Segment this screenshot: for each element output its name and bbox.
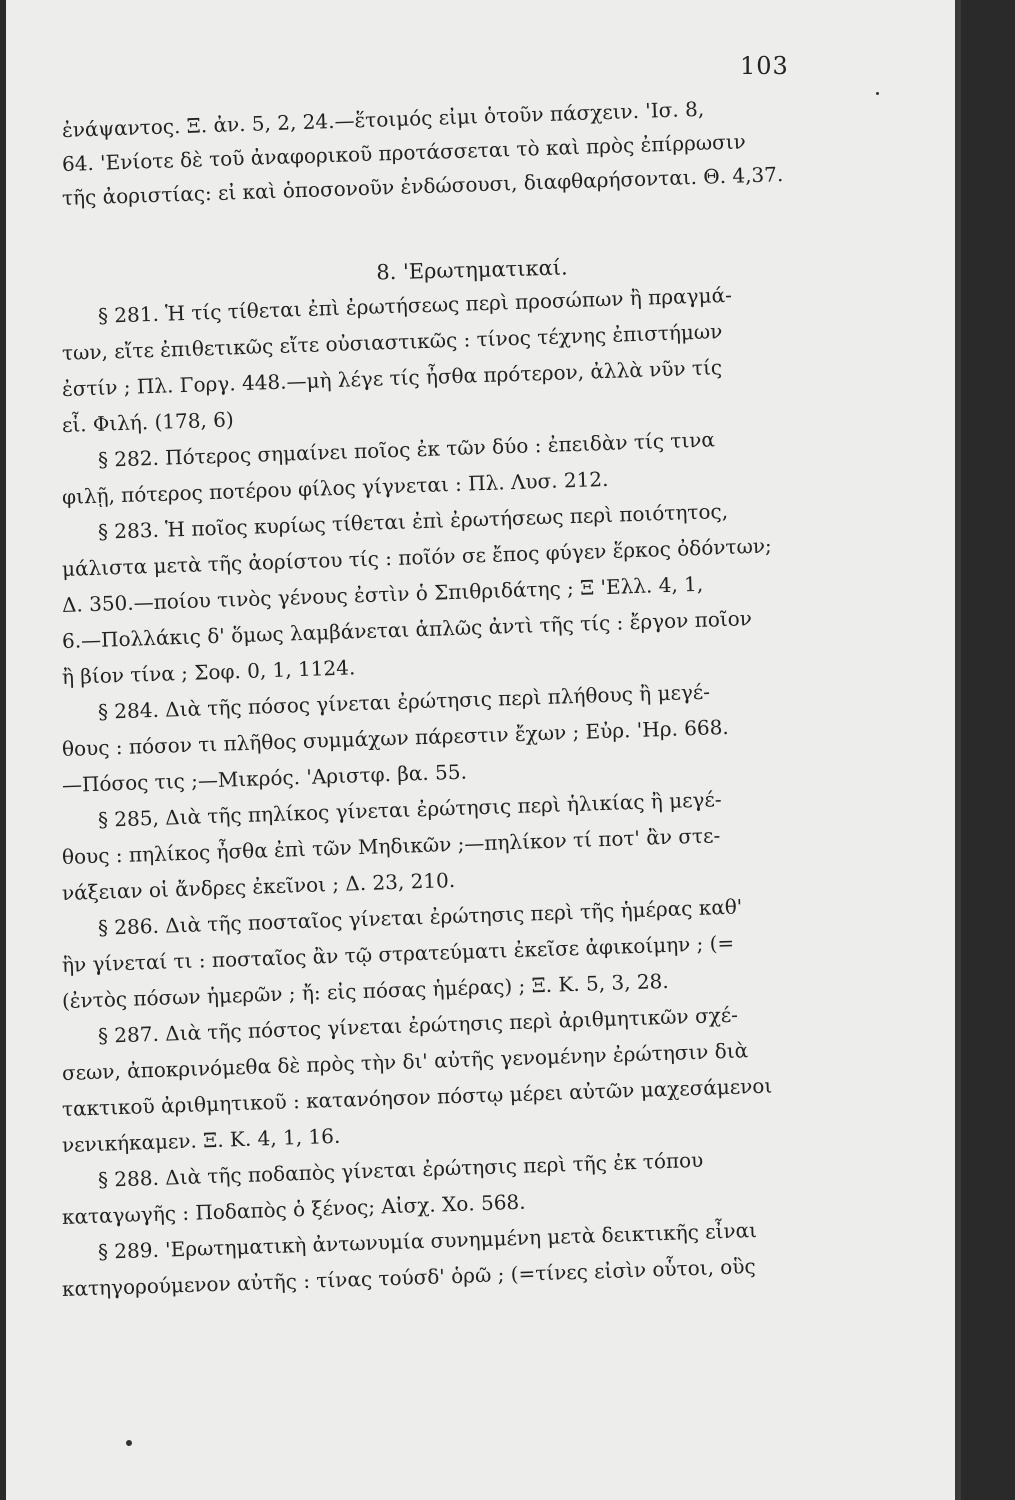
text-line: μάλιστα μετὰ τῆς ἀορίστου τίς : ποῖόν σε ἔπος φύγεν ἕρκος ὀδόντων; [61,533,773,581]
text-line: 6.—Πολλάκις δ' ὅμως λαμβάνεται ἁπλῶς ἀντὶ τῆς τίς : ἔργον ποῖον [61,606,753,653]
text-line: § 282. Πότερος σημαίνει ποῖος ἐκ τῶν δύο : ἐπειδὰν τίς τινα [97,427,716,472]
text-line: φιλῇ, πότερος ποτέρου φίλος γίγνεται : Πλ. Λυσ. 212. [61,466,609,509]
text-line: τακτικοῦ ἀριθμητικοῦ : κατανόησον πόστῳ μέρει αὐτῶν μαχεσάμενοι [61,1073,773,1121]
text-line: § 286. Διὰ τῆς ποσταῖος γίνεται ἐρώτησις περὶ τῆς ἡμέρας καθ' [97,894,743,940]
text-line: § 281. Ἡ τίς τίθεται ἐπὶ ἐρωτήσεως περὶ προσώπων ἢ πραγμά- [97,282,733,328]
section-heading: 8. 'Ερωτηματικαί. [376,255,568,285]
text-line: § 287. Διὰ τῆς πόστος γίνεται ἐρώτησις περὶ ἀριθμητικῶν σχέ- [97,1002,739,1048]
text-line: νενικήκαμεν. Ξ. Κ. 4, 1, 16. [61,1123,341,1157]
text-line: τῆς ἀοριστίας: εἰ καὶ ὁποσονοῦν ἐνδώσουσι, διαφθαρήσονται. Θ. 4,37. [61,162,784,210]
page-text [61,96,882,1301]
text-line: εἶ. Φιλή. (178, 6) [61,407,235,437]
text-line: (ἐντὸς πόσων ἡμερῶν ; ἤ: εἰς πόσας ἡμέρας) ; Ξ. Κ. 5, 3, 28. [61,968,670,1013]
text-line: καταγωγῆς : Ποδαπὸς ὁ ξένος; Αἰσχ. Χο. 568. [61,1189,526,1229]
text-line: § 283. Ἡ ποῖος κυρίως τίθεται ἐπὶ ἐρωτήσεως περὶ ποιότητος, [97,498,729,544]
text-line: κατηγορούμενον αὐτῆς : τίνας τούσδ' ὁρῶ ; (=τίνες εἰσὶν οὗτοι, οὓς [61,1253,756,1301]
paper-speck [876,92,879,95]
text-line: —Πόσος τις ;—Μικρός. 'Αριστφ. βα. 55. [61,759,468,797]
paper-speck [126,1440,132,1446]
text-line: § 288. Διὰ τῆς ποδαπὸς γίνεται ἐρώτησις περὶ τῆς ἐκ τόπου [97,1147,704,1192]
text-line: 64. 'Ενίοτε δὲ τοῦ ἀναφορικοῦ προτάσσεται τὸ καὶ πρὸς ἐπίρρωσιν [61,129,747,176]
text-line: νάξειαν οἱ ἄνδρες ἐκεῖνοι ; Δ. 23, 210. [61,867,456,905]
text-line: § 284. Διὰ τῆς πόσος γίνεται ἐρώτησις περὶ πλήθους ἢ μεγέ- [97,679,711,724]
book-page [6,0,961,1500]
text-line: § 289. 'Ερωτηματικὴ ἀντωνυμία συνημμένη μετὰ δεικτικῆς εἶναι [97,1217,758,1264]
text-line: των, εἴτε ἐπιθετικῶς εἴτε οὐσιαστικῶς : τίνος τέχνης ἐπιστήμων [61,319,723,365]
text-line: § 285, Διὰ τῆς πηλίκος γίνεται ἐρώτησις περὶ ἡλικίας ἢ μεγέ- [97,787,722,832]
text-line: ἐνάψαντος. Ξ. ἀν. 5, 2, 24.—ἕτοιμός εἰμι ὁτοῦν πάσχειν. 'Ισ. 8, [61,96,705,142]
text-line: ἐστίν ; Πλ. Γοργ. 448.—μὴ λέγε τίς ἦσθα πρότερον, ἀλλὰ νῦν τίς [61,355,723,401]
text-line: Δ. 350.—ποίου τινὸς γένους ἐστὶν ὁ Σπιθριδάτης ; Ξ 'Ελλ. 4, 1, [61,571,704,617]
page-number: 103 [740,52,789,80]
text-line: σεων, ἀποκρινόμεθα δὲ πρὸς τὴν δι' αὐτῆς γενομένην ἐρώτησιν διὰ [61,1038,749,1085]
text-line: ἣν γίνεταί τι : ποσταῖος ἂν τῷ στρατεύματι ἐκεῖσε ἀφικοίμην ; (= [61,930,735,977]
text-line: θους : πόσον τι πλῆθος συμμάχων πάρεστιν ἔχων ; Εὐρ. 'Ηρ. 668. [61,714,730,761]
text-line: ἢ βίον τίνα ; Σοφ. 0, 1, 1124. [61,655,356,689]
text-line: θους : πηλίκος ἦσθα ἐπὶ τῶν Μηδικῶν ;—πηλίκον τί ποτ' ἂν στε- [61,823,721,869]
